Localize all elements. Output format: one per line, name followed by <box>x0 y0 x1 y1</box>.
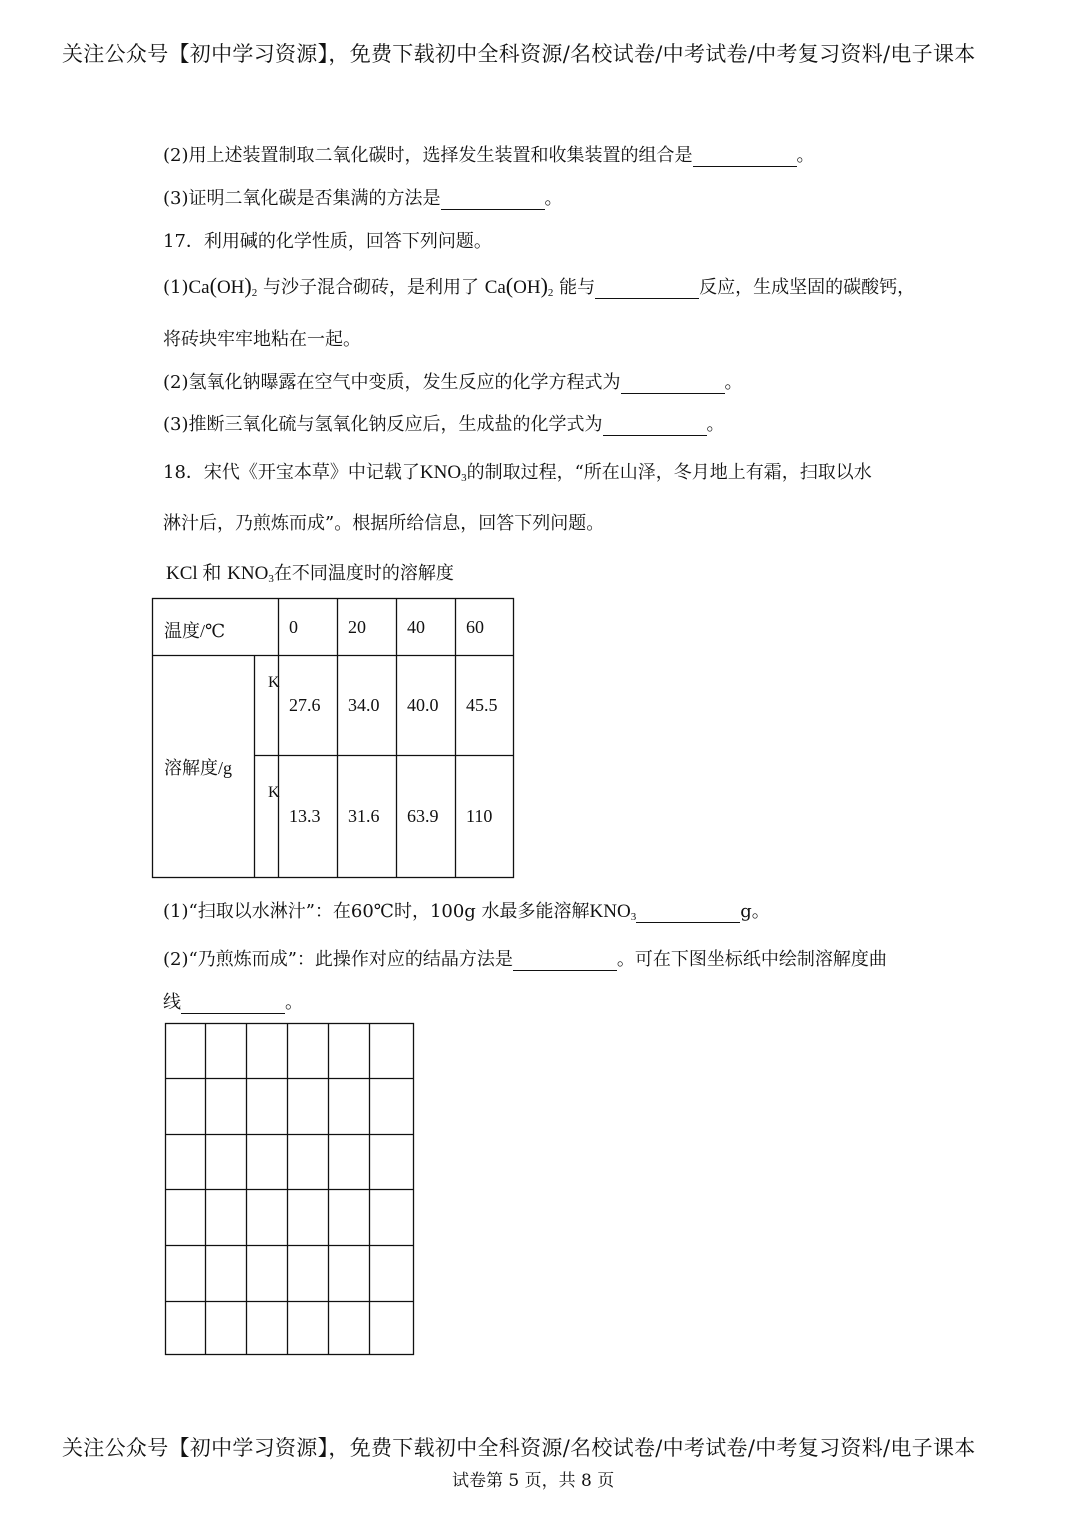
header-banner: 关注公众号【初中学习资源】，免费下载初中全科资源/名校试卷/中考试卷/中考复习资料/电子课本 <box>62 42 976 66</box>
part-number: (1) <box>163 277 189 298</box>
formula-caoh2: $Ca(OH)_2$ <box>188 273 258 299</box>
formula-kno3: $KNO_3$ <box>227 563 274 585</box>
q17-part1-mid: 与沙子混合砌砖，是利用了 <box>262 277 479 298</box>
q18-line1: 18．宋代《开宝本草》中记载了$KNO_3$的制取过程，“所在山泽，冬月地上有霜，扫取以水 <box>163 462 872 484</box>
q17-part2: (2)氢氧化钠曝露在空气中变质，发生反应的化学方程式为 。 <box>163 372 743 393</box>
q17-part3: (3)推断三氧化硫与氢氧化钠反应后，生成盐的化学式为 。 <box>163 414 725 435</box>
kno3-value: 31.6 <box>348 806 380 826</box>
q16-part2-text: (2)用上述装置制取二氧化碳时，选择发生装置和收集装置的组合是 <box>163 145 693 166</box>
q16-part2-end: 。 <box>796 145 815 166</box>
table-caption: KCl 和 $KNO_3$在不同温度时的溶解度 <box>166 563 454 585</box>
kcl-value: 27.6 <box>289 695 321 715</box>
q18-line2: 淋汁后，乃煎炼而成”。根据所给信息，回答下列问题。 <box>163 513 605 534</box>
page-number: 试卷第 5 页，共 8 页 <box>452 1471 615 1491</box>
kcl-value: 40.0 <box>407 695 439 715</box>
table-temp-40: 40 <box>407 617 425 637</box>
table-header-temp: 温度/℃ <box>164 621 226 641</box>
q16-part3-text: (3)证明二氧化碳是否集满的方法是 <box>163 188 441 209</box>
row-label-kcl-truncated: K <box>268 674 280 691</box>
table-temp-0: 0 <box>289 617 298 637</box>
q18-part1: (1)“扫取以水淋汁”：在60℃时，100g 水最多能溶解$KNO_3$ g。 <box>163 901 770 923</box>
kcl-value: 34.0 <box>348 695 380 715</box>
table-temp-20: 20 <box>348 617 366 637</box>
table-temp-60: 60 <box>466 617 484 637</box>
q17-part1-end: 反应，生成坚固的碳酸钙， <box>699 277 916 298</box>
q17-part1-line2: 将砖块牢牢地粘在一起。 <box>163 329 361 350</box>
kno3-value: 13.3 <box>289 806 321 826</box>
q16-part3-end: 。 <box>544 188 563 209</box>
formula-kno3: $KNO_3$ <box>419 462 467 484</box>
row-label-kno3-truncated: K <box>268 784 280 801</box>
footer-banner: 关注公众号【初中学习资源】，免费下载初中全科资源/名校试卷/中考试卷/中考复习资料/电子课本 <box>62 1436 976 1460</box>
kno3-value: 63.9 <box>407 806 439 826</box>
q17-part1: $(1)Ca(OH)_2$ 与沙子混合砌砖，是利用了 $Ca(OH)_2$ 能与 反应，生成坚固的碳酸钙， <box>163 273 916 299</box>
kno3-value: 110 <box>466 806 493 826</box>
formula-caoh2: $Ca(OH)_2$ <box>484 273 554 299</box>
q18-part2-line2: 线 。 <box>163 992 303 1013</box>
q17-title: 17．利用碱的化学性质，回答下列问题。 <box>163 231 492 252</box>
kcl-value: 45.5 <box>466 695 498 715</box>
formula-kno3: $KNO_3$ <box>589 901 637 923</box>
table-header-solubility: 溶解度/g <box>164 758 233 778</box>
q18-part2: (2)“乃煎炼而成”：此操作对应的结晶方法是 。可在下图坐标纸中绘制溶解度曲 <box>163 949 887 970</box>
